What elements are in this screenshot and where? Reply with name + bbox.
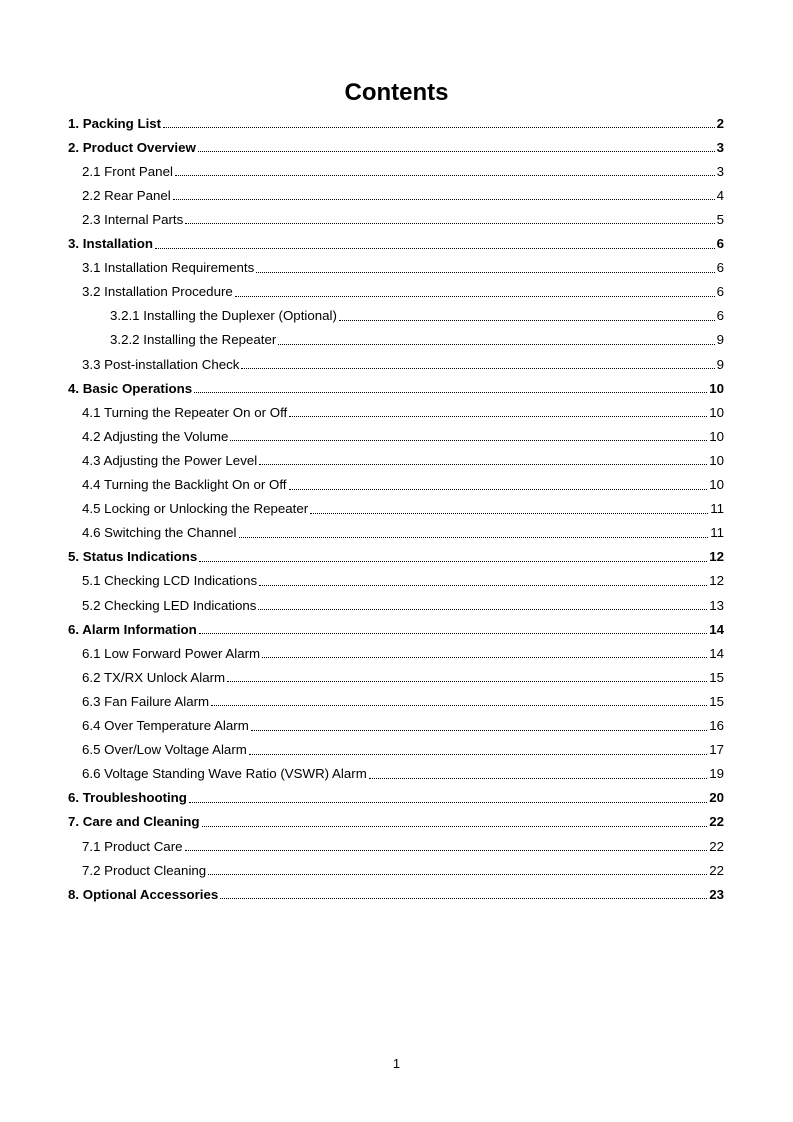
toc-entry[interactable] xyxy=(82,448,724,472)
toc-entry[interactable] xyxy=(82,738,724,762)
toc-entry-page: 10 xyxy=(709,380,724,396)
toc-entry-page: 15 xyxy=(709,693,724,709)
toc-entry-label: 7.2 Product Cleaning xyxy=(82,862,207,878)
toc-entry-label: 4. Basic Operations xyxy=(68,380,193,396)
toc-entry-label: 4.4 Turning the Backlight On or Off xyxy=(82,477,287,492)
dot-leader xyxy=(199,561,707,562)
toc-entry-page: 23 xyxy=(709,886,724,902)
dot-leader xyxy=(239,537,709,538)
toc-entry[interactable] xyxy=(82,497,724,521)
toc-entry[interactable] xyxy=(68,882,724,906)
toc-entry-label: 6.5 Over/Low Voltage Alarm xyxy=(82,742,247,758)
dot-leader xyxy=(262,657,707,658)
toc-entry-page: 12 xyxy=(709,549,724,565)
toc-entry-label: 6.3 Fan Failure Alarm xyxy=(82,693,210,709)
toc-entry-page: 10 xyxy=(709,428,724,444)
dot-leader xyxy=(310,513,708,514)
dot-leader xyxy=(278,344,714,345)
dot-leader xyxy=(251,730,707,731)
toc-entry[interactable] xyxy=(68,617,724,641)
toc-entry-label: 2.1 Front Panel xyxy=(82,163,173,179)
toc-entry-label: 6.2 TX/RX Unlock Alarm xyxy=(82,669,226,685)
dot-leader xyxy=(289,489,708,490)
toc-entry-page: 22 xyxy=(709,862,724,878)
toc-entry[interactable] xyxy=(82,256,724,280)
dot-leader xyxy=(289,416,707,417)
toc-entry[interactable] xyxy=(82,473,724,497)
toc-entry-page: 10 xyxy=(709,452,724,468)
dot-leader xyxy=(256,272,714,273)
toc-entry[interactable] xyxy=(68,232,724,256)
dot-leader xyxy=(259,585,707,586)
toc-entry-label: 4.5 Locking or Unlocking the Repeater xyxy=(82,501,309,517)
toc-entry-label: 3.3 Post-installation Check xyxy=(82,356,240,372)
toc-entry-page: 14 xyxy=(709,645,724,661)
toc-entry[interactable] xyxy=(68,786,724,810)
toc-entry-label: 4.3 Adjusting the Power Level xyxy=(82,452,258,468)
toc-entry-label: 5. Status Indications xyxy=(68,549,198,565)
toc-entry-page: 11 xyxy=(710,525,724,541)
toc-entry-label: 6. Troubleshooting xyxy=(68,790,187,806)
dot-leader xyxy=(185,223,714,224)
toc-entry-label: 7. Care and Cleaning xyxy=(68,814,200,830)
dot-leader xyxy=(194,392,707,393)
toc-entry-page: 4 xyxy=(716,187,724,203)
toc-entry-label: 1. Packing List xyxy=(68,115,162,131)
toc-entry-label: 8. Optional Accessories xyxy=(68,886,219,902)
toc-entry[interactable] xyxy=(82,762,724,786)
toc-entry-page: 3 xyxy=(716,163,724,179)
toc-entry-label: 4.6 Switching the Channel xyxy=(82,525,237,541)
page-title: Contents xyxy=(344,79,449,106)
toc-entry-page: 9 xyxy=(716,332,724,348)
toc-entry-page: 22 xyxy=(709,838,724,854)
toc-entry-page: 13 xyxy=(709,597,724,613)
toc-entry[interactable] xyxy=(68,135,724,159)
toc-entry-page: 6 xyxy=(716,284,724,300)
toc-entry-label: 3. Installation xyxy=(68,236,153,251)
toc-entry-page: 15 xyxy=(709,669,724,685)
toc-entry-page: 11 xyxy=(710,501,724,517)
dot-leader xyxy=(173,199,715,200)
dot-leader xyxy=(199,633,707,634)
toc-entry-label: 3.2 Installation Procedure xyxy=(82,284,233,300)
toc-entry[interactable] xyxy=(82,641,724,665)
toc-entry[interactable] xyxy=(82,714,724,738)
dot-leader xyxy=(369,778,707,779)
dot-leader xyxy=(175,175,715,176)
toc-entry-label: 7.1 Product Care xyxy=(82,838,183,854)
toc-entry[interactable] xyxy=(68,376,724,400)
toc-entry[interactable] xyxy=(82,665,724,689)
toc-entry-page: 12 xyxy=(709,573,724,589)
dot-leader xyxy=(163,127,714,128)
toc-entry-page: 2 xyxy=(716,115,724,131)
toc-entry-label: 2.3 Internal Parts xyxy=(82,211,184,227)
dot-leader xyxy=(211,705,707,706)
toc-entry-page: 6 xyxy=(716,260,724,276)
toc-entry-page: 6 xyxy=(716,308,724,324)
toc-entry-label: 6. Alarm Information xyxy=(68,621,197,637)
page-number: 1 xyxy=(392,1056,401,1071)
toc-entry[interactable] xyxy=(82,689,724,713)
toc-entry-label: 4.2 Adjusting the Volume xyxy=(82,428,229,444)
toc-entry-page: 17 xyxy=(709,742,724,758)
toc-entry-label: 6.1 Low Forward Power Alarm xyxy=(82,645,261,661)
dot-leader xyxy=(185,850,708,851)
toc-entry[interactable] xyxy=(110,328,724,352)
dot-leader xyxy=(241,368,714,369)
toc-entry-page: 3 xyxy=(716,139,724,155)
toc-entry-page: 5 xyxy=(716,211,724,227)
toc-entry[interactable] xyxy=(68,810,724,834)
toc-entry-label: 3.2.1 Installing the Duplexer (Optional) xyxy=(110,308,337,324)
toc-entry-page: 20 xyxy=(709,790,724,806)
dot-leader xyxy=(189,802,707,803)
toc-entry[interactable] xyxy=(82,593,724,617)
dot-leader xyxy=(155,248,715,249)
toc-entry-label: 6.6 Voltage Standing Wave Ratio (VSWR) Alarm xyxy=(82,766,367,782)
toc-entry[interactable] xyxy=(82,183,724,207)
dot-leader xyxy=(339,320,715,321)
dot-leader xyxy=(249,754,707,755)
toc-entry-label: 2.2 Rear Panel xyxy=(82,187,171,203)
toc-entry[interactable] xyxy=(82,207,724,231)
toc-entry-page: 10 xyxy=(709,404,724,420)
toc-entry[interactable] xyxy=(82,352,724,376)
toc-entry-page: 9 xyxy=(716,356,724,372)
toc-entry[interactable] xyxy=(82,569,724,593)
toc-entry-page: 22 xyxy=(709,814,724,830)
dot-leader xyxy=(230,440,707,441)
toc-entry[interactable] xyxy=(110,304,724,328)
toc-entry[interactable] xyxy=(68,545,724,569)
dot-leader xyxy=(235,296,715,297)
toc-entry[interactable] xyxy=(82,424,724,448)
toc-entry-page: 10 xyxy=(709,477,724,492)
toc-entry-label: 6.4 Over Temperature Alarm xyxy=(82,718,249,733)
dot-leader xyxy=(259,464,707,465)
toc-entry-label: 5.1 Checking LCD Indications xyxy=(82,573,258,589)
toc-entry[interactable] xyxy=(68,111,724,135)
dot-leader xyxy=(220,898,707,899)
toc-entry-label: 3.1 Installation Requirements xyxy=(82,260,255,276)
toc-entry-page: 6 xyxy=(716,236,724,251)
toc-entry[interactable] xyxy=(82,159,724,183)
toc-entry-label: 5.2 Checking LED Indications xyxy=(82,597,257,613)
toc-entry-label: 3.2.2 Installing the Repeater xyxy=(110,332,277,348)
toc-entry-page: 19 xyxy=(709,766,724,782)
toc-entry-label: 4.1 Turning the Repeater On or Off xyxy=(82,404,288,420)
toc-entry-page: 14 xyxy=(709,621,724,637)
dot-leader xyxy=(198,151,715,152)
toc-entry[interactable] xyxy=(82,280,724,304)
dot-leader xyxy=(258,609,707,610)
toc-entry[interactable] xyxy=(82,400,724,424)
toc-entry[interactable] xyxy=(82,521,724,545)
toc-entry[interactable] xyxy=(82,834,724,858)
toc-entry-label: 2. Product Overview xyxy=(68,139,196,155)
toc-entry-page: 16 xyxy=(709,718,724,733)
dot-leader xyxy=(202,826,708,827)
dot-leader xyxy=(227,681,707,682)
dot-leader xyxy=(208,874,707,875)
toc-entry[interactable] xyxy=(82,858,724,882)
